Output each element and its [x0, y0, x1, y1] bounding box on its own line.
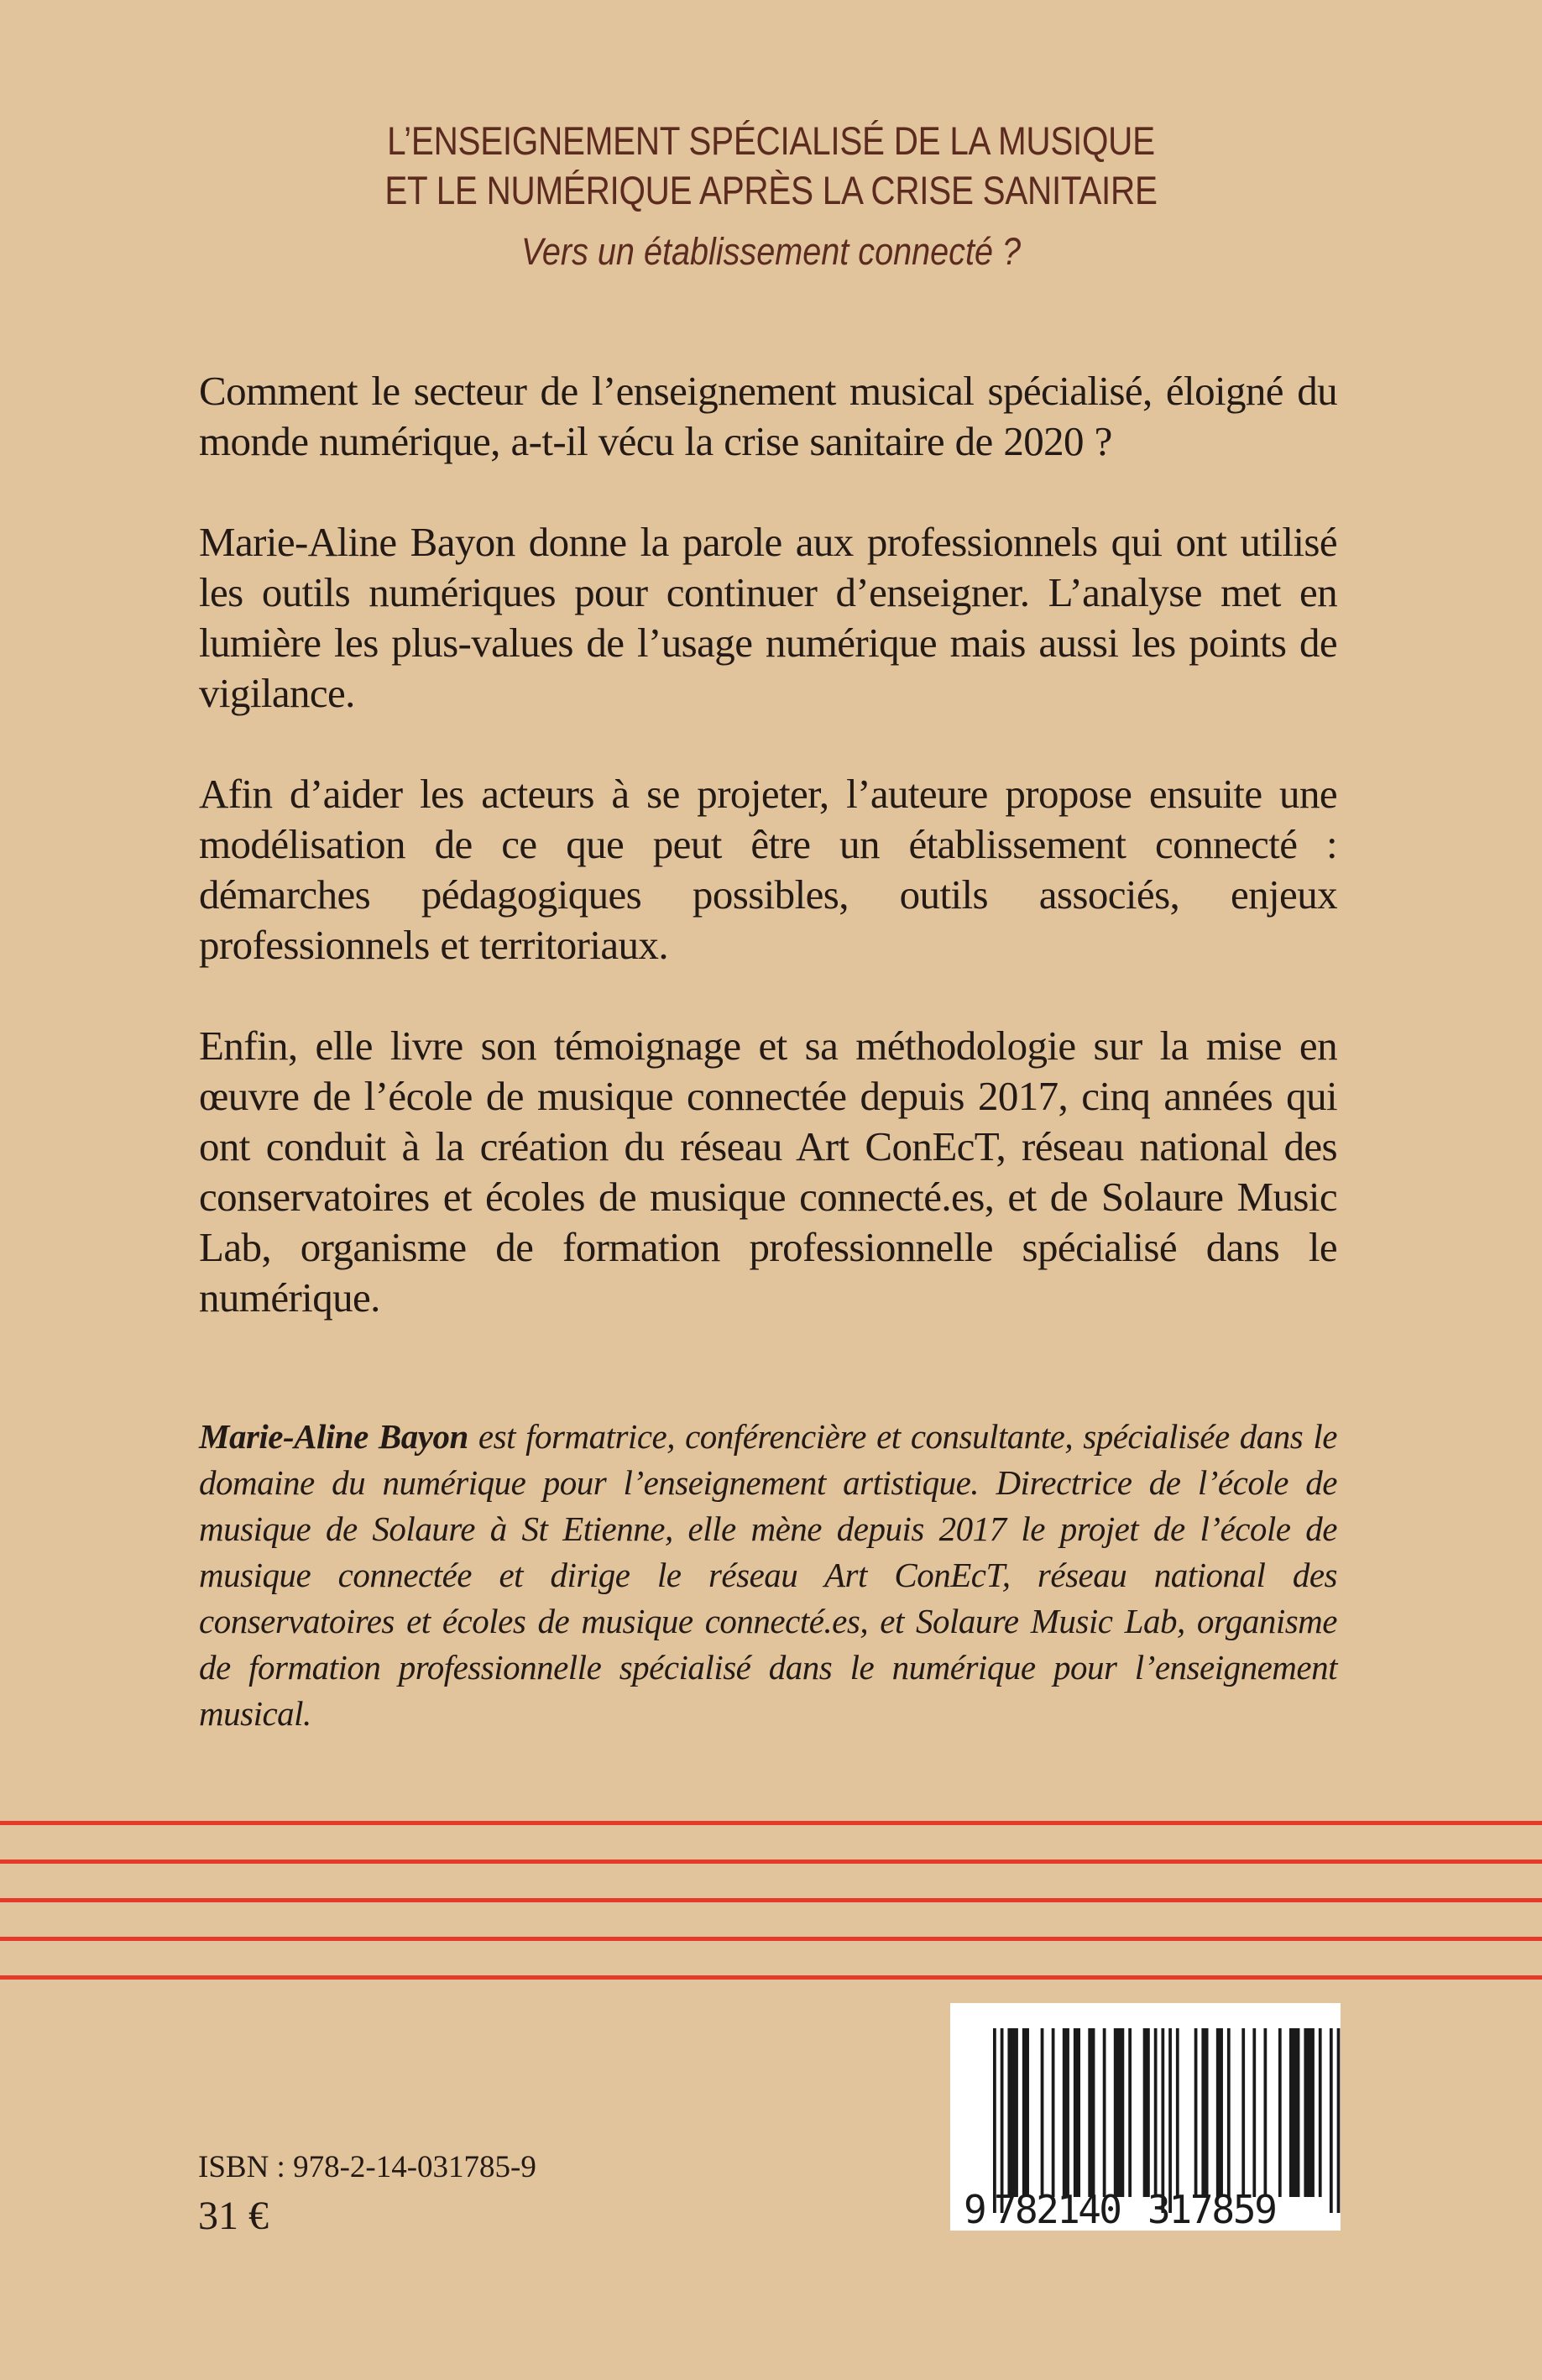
barcode-bar: [1052, 2028, 1055, 2197]
barcode-bar: [1063, 2028, 1069, 2197]
staff-line: [0, 1975, 1542, 1980]
barcode-digits-left: 782140: [994, 2187, 1122, 2231]
barcode-bar: [1176, 2028, 1179, 2197]
blurb-paragraph-1: Comment le secteur de l’enseignement musical spécialisé, éloigné du monde numérique, a-t-il vécu la crise sanitaire de 2020 ?: [199, 368, 1337, 464]
barcode-bar: [1074, 2028, 1080, 2197]
staff-line: [0, 1898, 1542, 1902]
barcode-bar: [1278, 2028, 1282, 2197]
book-subtitle: Vers un établissement connecté ?: [520, 230, 1022, 273]
author-bio: [199, 1414, 1337, 1737]
barcode-bar: [1041, 2028, 1044, 2197]
barcode-bar: [1289, 2028, 1299, 2197]
music-staff-decoration: [0, 1821, 1542, 2014]
barcode-bar: [1319, 2028, 1322, 2197]
barcode-graphic: [950, 2003, 1341, 2231]
barcode-bar: [1241, 2028, 1245, 2197]
blurb-paragraph-3: Afin d’aider les acteurs à se projeter, l’auteure propose ensuite une modélisation de ce que peut être un établissement connecté : démarches pédagogiques possibles, outils associés, enjeux professionnels et territoriaux.: [199, 771, 1337, 968]
barcode-bar: [1022, 2028, 1029, 2197]
barcode-bar: [1128, 2028, 1132, 2197]
barcode-bar: [1103, 2028, 1106, 2197]
barcode: [950, 2003, 1341, 2231]
barcode-bars: [993, 2028, 1340, 2213]
barcode-bar: [1216, 2028, 1223, 2197]
staff-line: [0, 1821, 1542, 1825]
barcode-bar: [1337, 2028, 1341, 2213]
barcode-bar: [1330, 2028, 1333, 2213]
blurb-paragraph-4: Enfin, elle livre son témoignage et sa méthodologie sur la mise en œuvre de l’école de musique connectée depuis 2017, cinq années qui ont conduit à la création du réseau Art ConEcT, réseau national des conservatoires et écoles de musique connecté.es, et de Solaure Music Lab, organisme de formation professionnelle spécialisé dans le numérique.: [199, 1023, 1337, 1321]
isbn-label: ISBN : 978-2-14-031785-9: [198, 2150, 536, 2184]
barcode-bar: [1143, 2028, 1150, 2197]
barcode-bar: [1001, 2028, 1004, 2213]
barcode-bar: [1161, 2028, 1164, 2213]
barcode-bar: [1194, 2028, 1198, 2197]
author-name: Marie-Aline Bayon: [199, 1417, 468, 1456]
blurb-paragraph-2: Marie-Aline Bayon donne la parole aux professionnels qui ont utilisé les outils numériques pour continuer d’enseigner. L’analyse met en lumière les plus-values de l’usage numérique mais aussi les points de vigilance.: [199, 519, 1337, 716]
staff-line: [0, 1937, 1542, 1941]
barcode-bar: [1088, 2028, 1095, 2197]
barcode-bar: [1114, 2028, 1124, 2197]
barcode-bar: [1227, 2028, 1231, 2197]
barcode-bar: [1201, 2028, 1208, 2197]
price-label: 31 €: [198, 2194, 269, 2238]
staff-line: [0, 1860, 1542, 1864]
barcode-bar: [1154, 2028, 1158, 2197]
barcode-bar: [993, 2028, 996, 2213]
barcode-bar: [1252, 2028, 1256, 2197]
book-title-line-1: L’ENSEIGNEMENT SPÉCIALISÉ DE LA MUSIQUE: [387, 118, 1155, 163]
barcode-digits-right: 317859: [1147, 2187, 1278, 2231]
barcode-bar: [1304, 2028, 1314, 2197]
author-bio-text: est formatrice, conférencière et consultante, spécialisée dans le domaine du numérique pour l’enseignement artistique. Directrice de l’école de musique de Solaure à St Etienne, elle mène depuis 2017 le projet de l’école de musique connectée et dirige le réseau Art ConEcT, réseau national des conservatoires et écoles de musique connecté.es, et Solaure Music Lab, organisme de formation professionnelle spécialisé dans le numérique pour l’enseignement musical.: [199, 1417, 1337, 1733]
barcode-bar: [1168, 2028, 1172, 2213]
barcode-bar: [1263, 2028, 1267, 2197]
title-block: [0, 116, 1542, 277]
blurb: [199, 366, 1337, 1373]
book-title-line-2: ET LE NUMÉRIQUE APRÈS LA CRISE SANITAIRE: [384, 168, 1158, 212]
barcode-digit-first: 9: [964, 2187, 987, 2231]
barcode-bar: [1007, 2028, 1017, 2197]
